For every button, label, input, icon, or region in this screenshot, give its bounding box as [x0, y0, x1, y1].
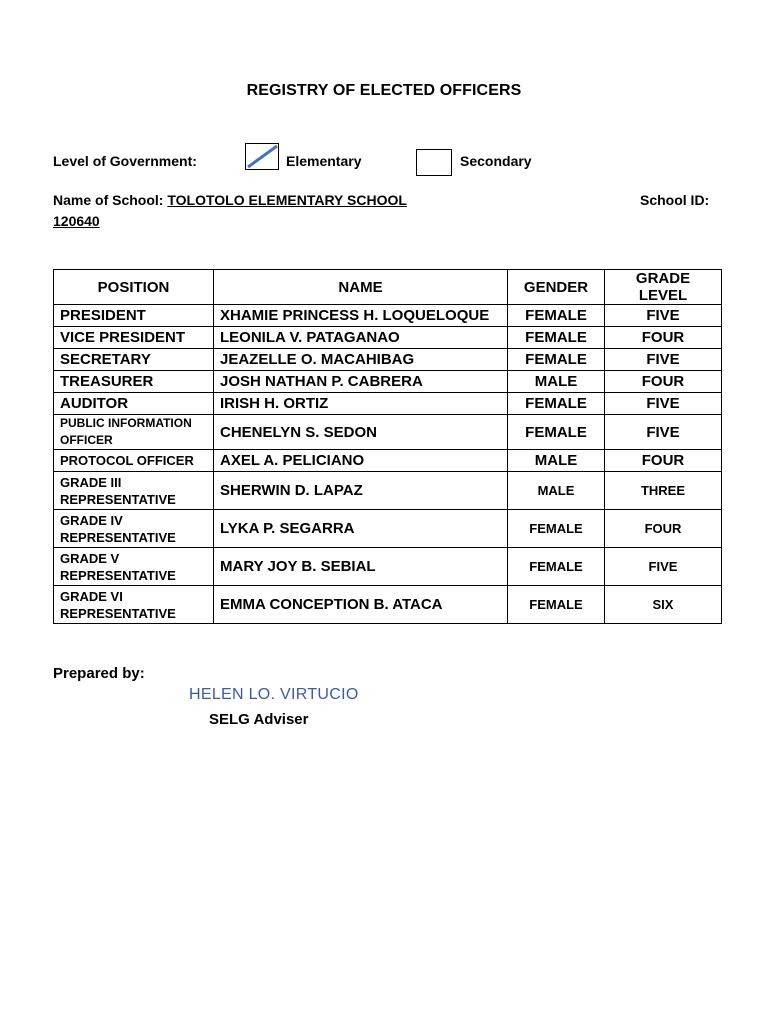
preparer-name: HELEN LO. VIRTUCIO [189, 686, 359, 703]
check-slash-icon [246, 144, 278, 169]
prepared-by-label: Prepared by: [53, 665, 145, 682]
header-gender: GENDER [508, 270, 605, 305]
secondary-label: Secondary [460, 153, 532, 169]
cell-name: XHAMIE PRINCESS H. LOQUELOQUE [214, 305, 508, 327]
table-row [54, 510, 722, 548]
table-row [54, 548, 722, 586]
table-row [54, 327, 722, 349]
cell-position: PUBLIC INFORMATION OFFICER [54, 415, 214, 450]
cell-gender: MALE [508, 371, 605, 393]
cell-position: PROTOCOL OFFICER [54, 450, 214, 472]
school-name-label: Name of School: [53, 192, 164, 208]
table-row [54, 415, 722, 450]
cell-grade-level: FIVE [605, 305, 722, 327]
table-row [54, 586, 722, 624]
cell-position: SECRETARY [54, 349, 214, 371]
cell-position: GRADE V REPRESENTATIVE [54, 548, 214, 586]
cell-grade-level: FOUR [605, 371, 722, 393]
cell-grade-level: FIVE [605, 415, 722, 450]
cell-gender: MALE [508, 450, 605, 472]
table-row [54, 393, 722, 415]
cell-position: GRADE VI REPRESENTATIVE [54, 586, 214, 624]
cell-name: SHERWIN D. LAPAZ [214, 472, 508, 510]
cell-grade-level: FOUR [605, 450, 722, 472]
elementary-checkbox[interactable] [245, 143, 279, 170]
school-id-label: School ID: [640, 192, 710, 208]
secondary-checkbox[interactable] [416, 149, 452, 176]
cell-gender: FEMALE [508, 510, 605, 548]
cell-grade-level: FIVE [605, 349, 722, 371]
cell-name: EMMA CONCEPTION B. ATACA [214, 586, 508, 624]
page-title: REGISTRY OF ELECTED OFFICERS [246, 82, 522, 99]
cell-gender: FEMALE [508, 548, 605, 586]
level-of-government-label: Level of Government: [53, 153, 197, 169]
cell-gender: MALE [508, 472, 605, 510]
cell-name: LEONILA V. PATAGANAO [214, 327, 508, 349]
cell-position: AUDITOR [54, 393, 214, 415]
table-row [54, 305, 722, 327]
cell-gender: FEMALE [508, 393, 605, 415]
school-id: 120640 [53, 213, 100, 229]
cell-position: GRADE III REPRESENTATIVE [54, 472, 214, 510]
officers-table [53, 269, 722, 624]
cell-gender: FEMALE [508, 305, 605, 327]
cell-position: GRADE IV REPRESENTATIVE [54, 510, 214, 548]
table-row [54, 450, 722, 472]
preparer-role: SELG Adviser [209, 711, 309, 728]
cell-gender: FEMALE [508, 415, 605, 450]
school-name: TOLOTOLO ELEMENTARY SCHOOL [167, 192, 407, 208]
cell-grade-level: SIX [605, 586, 722, 624]
cell-grade-level: THREE [605, 472, 722, 510]
header-name: NAME [214, 270, 508, 305]
cell-name: JOSH NATHAN P. CABRERA [214, 371, 508, 393]
header-grade-level: GRADE LEVEL [605, 270, 722, 305]
cell-name: IRISH H. ORTIZ [214, 393, 508, 415]
cell-grade-level: FOUR [605, 327, 722, 349]
elementary-label: Elementary [286, 153, 362, 169]
cell-position: PRESIDENT [54, 305, 214, 327]
cell-name: MARY JOY B. SEBIAL [214, 548, 508, 586]
cell-name: CHENELYN S. SEDON [214, 415, 508, 450]
school-name-line [53, 192, 407, 208]
header-position: POSITION [54, 270, 214, 305]
cell-grade-level: FOUR [605, 510, 722, 548]
cell-name: JEAZELLE O. MACAHIBAG [214, 349, 508, 371]
table-row [54, 349, 722, 371]
cell-grade-level: FIVE [605, 393, 722, 415]
table-row [54, 472, 722, 510]
cell-name: LYKA P. SEGARRA [214, 510, 508, 548]
cell-gender: FEMALE [508, 586, 605, 624]
cell-position: VICE PRESIDENT [54, 327, 214, 349]
cell-gender: FEMALE [508, 349, 605, 371]
cell-position: TREASURER [54, 371, 214, 393]
cell-grade-level: FIVE [605, 548, 722, 586]
cell-gender: FEMALE [508, 327, 605, 349]
cell-name: AXEL A. PELICIANO [214, 450, 508, 472]
table-row [54, 371, 722, 393]
table-header-row [54, 270, 722, 305]
